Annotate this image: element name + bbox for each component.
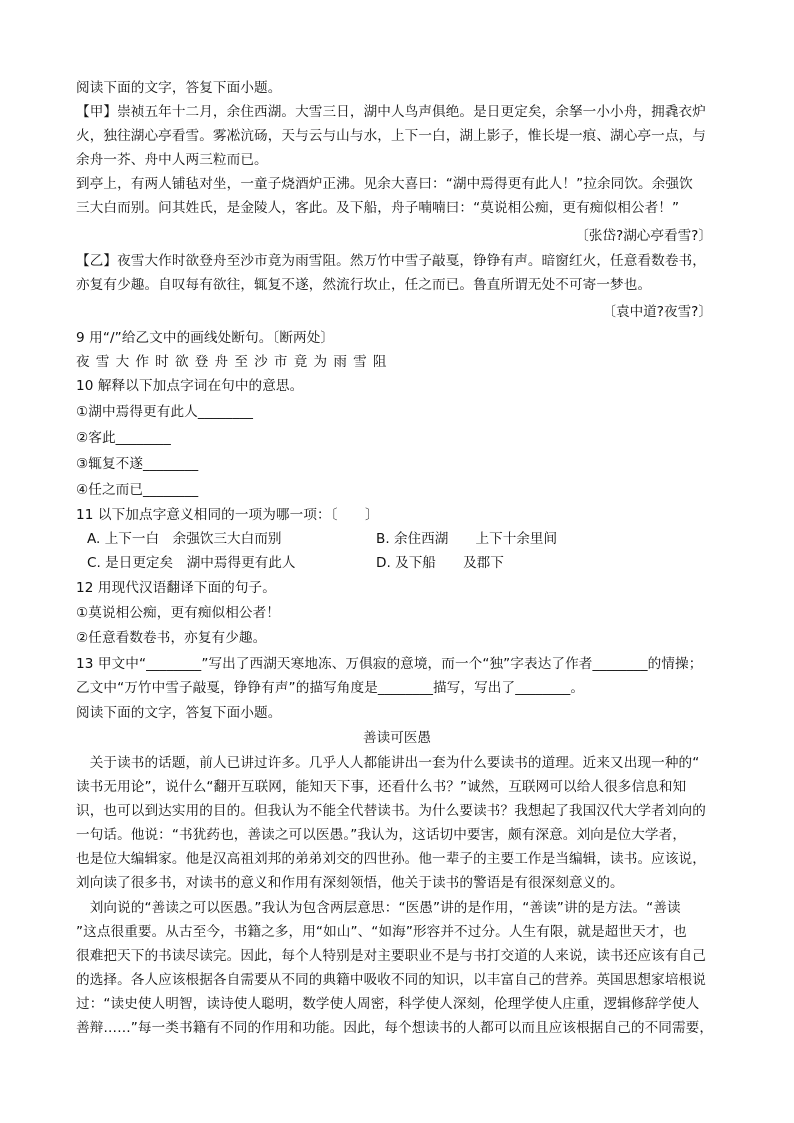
question-11-option-d: D. 及下船 及郡下: [376, 555, 504, 571]
question-9: 9 用“/”给乙文中的画线处断句。〔断两处〕: [76, 330, 335, 346]
essay-line-8: ”这点很重要。从古至今，书籍之多，用“如山”、“如海”形容并不过分。人生有限，就是超世天才，也: [76, 924, 687, 940]
question-10: 10 解释以下加点字词在句中的意思。: [76, 378, 304, 394]
question-11-option-c: C. 是日更定矣 湖中焉得更有此人: [87, 555, 296, 571]
essay-line-1: 关于读书的话题，前人已讲过许多。几乎人人都能讲出一套为什么要读书的道理。近来又出现一种的“: [76, 755, 700, 771]
question-10-item-1: ①湖中焉得更有此人________: [76, 404, 254, 420]
question-10-item-3: ③辄复不遂________: [76, 456, 199, 472]
passage-jia-line-4: 到亭上，有两人铺毡对坐，一童子烧酒炉正沸。见余大喜曰：“湖中焉得更有此人！”拉余同饮。余强饮: [76, 176, 693, 192]
passage-jia-line-5: 三大白而别。问其姓氏，是金陵人，客此。及下船，舟子喃喃曰：“莫说相公痴，更有痴似相公者！”: [76, 200, 680, 216]
reading-intro-2: 阅读下面的文字，答复下面小题。: [76, 705, 282, 721]
question-12-item-1: ①莫说相公痴，更有痴似相公者！: [76, 605, 280, 621]
essay-title: 善读可医愚: [363, 730, 431, 746]
question-10-item-4: ④任之而已________: [76, 482, 199, 498]
passage-yi-source: 〔袁中道?夜雪?〕: [602, 304, 712, 320]
question-11: 11 以下加点字意义相同的一项为哪一项：〔 〕: [76, 507, 379, 523]
question-13-line-2: 乙文中“万竹中雪子敲戛，铮铮有声”的描写角度是________描写，写出了________。: [76, 680, 585, 696]
reading-intro-1: 阅读下面的文字，答复下面小题。: [76, 80, 282, 96]
question-12-item-2: ②任意看数卷书，亦复有少趣。: [76, 630, 267, 646]
essay-line-6: 刘向读了很多书，对读书的意义和作用有深刻领悟，他关于读书的警语是有很深刻意义的。: [76, 875, 624, 891]
passage-jia-line-3: 余舟一芥、舟中人两三粒而已。: [76, 152, 268, 168]
essay-line-4: 一句话。他说：“书犹药也，善读之可以医愚。”我认为，这话切中要害，颇有深意。刘向是位大学者，: [76, 827, 687, 843]
essay-line-5: 也是位大编辑家。他是汉高祖刘邦的弟弟刘交的四世孙。他一辈子的主要工作是当编辑，读书。应该说，: [76, 851, 706, 867]
question-10-item-2: ②客此________: [76, 430, 171, 446]
question-11-option-b: B. 余住西湖 上下十余里间: [376, 531, 558, 547]
essay-line-3: 识，也可以到达实用的目的。但我认为不能全代替读书。为什么要读书？我想起了我国汉代大学者刘向的: [76, 803, 706, 819]
passage-yi-line-1: 【乙】夜雪大作时欲登舟至沙市竟为雨雪阻。然万竹中雪子敲戛，铮铮有声。暗窗红火，任意看数卷书，: [76, 253, 706, 269]
passage-jia-line-2: 火，独往湖心亭看雪。雾凇沆砀，天与云与山与水，上下一白，湖上影子，惟长堤一痕、湖心亭一点，与: [76, 128, 706, 144]
essay-line-11: 过：“读史使人明智，读诗使人聪明，数学使人周密，科学使人深刻，伦理学使人庄重，逻辑修辞学使人: [76, 996, 700, 1012]
question-9-sentence: 夜雪大作时欲登舟至沙市竟为雨雪阻: [76, 354, 393, 370]
essay-line-9: 很难把天下的书读尽读完。因此，每个人特别是对主要职业不是与书打交道的人来说，读书还应该有自己: [76, 948, 706, 964]
question-13-line-1: 13 甲文中“________”写出了西湖天寒地冻、万俱寂的意境，而一个“独”字表达了作者________的情操；: [76, 656, 703, 672]
essay-line-12: 善辩……”每一类书籍有不同的作用和功能。因此，每个想读书的人都可以而且应该根据自己的不同需要，: [76, 1020, 714, 1036]
passage-yi-line-2: 亦复有少趣。自叹每有欲往，辄复不遂，然流行坎止，任之而已。鲁直所谓无处不可寄一梦也。: [76, 277, 652, 293]
question-12: 12 用现代汉语翻译下面的句子。: [76, 580, 276, 596]
question-11-option-a: A. 上下一白 余强饮三大白而别: [87, 531, 282, 547]
essay-line-10: 的选择。各人应该根据各自需要从不同的典籍中吸收不同的知识，以丰富自己的营养。英国思想家培根说: [76, 972, 706, 988]
essay-line-2: 读书无用论”，说什么“翻开互联网，能知天下事，还看什么书？”诚然，互联网可以给人很多信息和知: [76, 779, 687, 795]
passage-jia-source: 〔张岱?湖心亭看雪?〕: [575, 228, 712, 244]
passage-jia-line-1: 【甲】崇祯五年十二月，余住西湖。大雪三日，湖中人鸟声俱绝。是日更定矣，余拏一小小舟，拥毳衣炉: [76, 104, 706, 120]
essay-line-7: 刘向说的“善读之可以医愚。”我认为包含两层意思：“医愚”讲的是作用，“善读”讲的是方法。“善读: [76, 900, 681, 916]
